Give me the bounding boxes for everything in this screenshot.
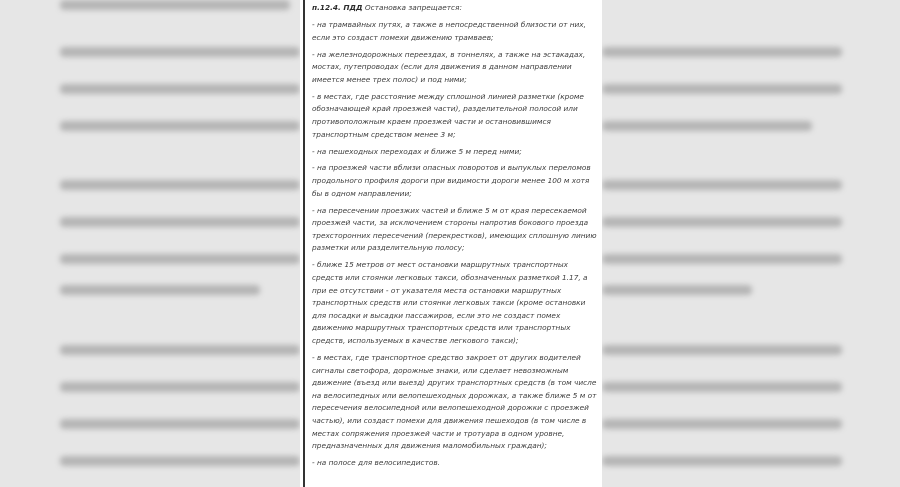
document-panel [300,0,602,487]
list-item: - ближе 15 метров от мест остановки маршрутных транспортных средств или стоянки легковых такси, обозначенных разметкой 1.17, а при ее отсутствии - от указателя места остановки маршрутных транспортных средств или стоянки легковых такси (кроме остановки для посадки и высадки пассажиров, если это не создаст помех движению маршрутных транспортных средств или транспортных средств, используемых в качестве легкового такси); [312,260,588,345]
list-item: - на полосе для велосипедистов. [312,458,440,468]
blurred-background-right [602,0,900,487]
list-item: - на трамвайных путях, а также в непосредственной близости от них, если это создаст помехи движению трамваев; [312,19,586,42]
blurred-background-left [0,0,300,487]
list-item: - в местах, где транспортное средство закроет от других водителей сигналы светофора, дорожные знаки, или сделает невозможным движение (въезд или выезд) других транспортных средств (в том числе на велосипедных или велопешеходных дорожках, а также ближе 5 м от пересечения велосипедной или велопешеходной дорожки с проезжей частью), или создаст помехи для движения пешеходов (в том числе в местах сопряжения проезжей части и тротуара в одном уровне, предназначенных для движения маломобильных граждан); [312,352,597,451]
heading-text: Остановка запрещается: [364,3,462,12]
list-item: - в местах, где расстояние между сплошной линией разметки (кроме обозначающей край проезжей части), разделительной полосой или противоположным краем проезжей части и остановившимся транспортным средством менее 3 м; [312,91,584,139]
list-item: - на железнодорожных переездах, в тоннелях, а также на эстакадах, мостах, путепроводах (если для движения в данном направлении имеется менее трех полос) и под ними; [312,49,586,84]
heading-ref: п.12.4. ПДД [312,3,363,12]
quote-rule [303,0,305,487]
list-item: - на проезжей части вблизи опасных поворотов и выпуклых переломов продольного профиля дороги при видимости дороги менее 100 м хотя бы в одном направлении; [312,163,591,198]
document-content [312,2,600,474]
blurred-text-lines [602,0,900,487]
document-heading [312,2,600,15]
list-item: - на пересечении проезжих частей и ближе 5 м от края пересекаемой проезжей части, за исключением стороны напротив бокового проезда трехсторонних пересечений (перекрестков), имеющих сплошную линию разметки или разделительную полосу; [312,205,597,253]
blurred-text-lines [0,0,300,487]
list-item: - на пешеходных переходах и ближе 5 м перед ними; [312,146,522,156]
